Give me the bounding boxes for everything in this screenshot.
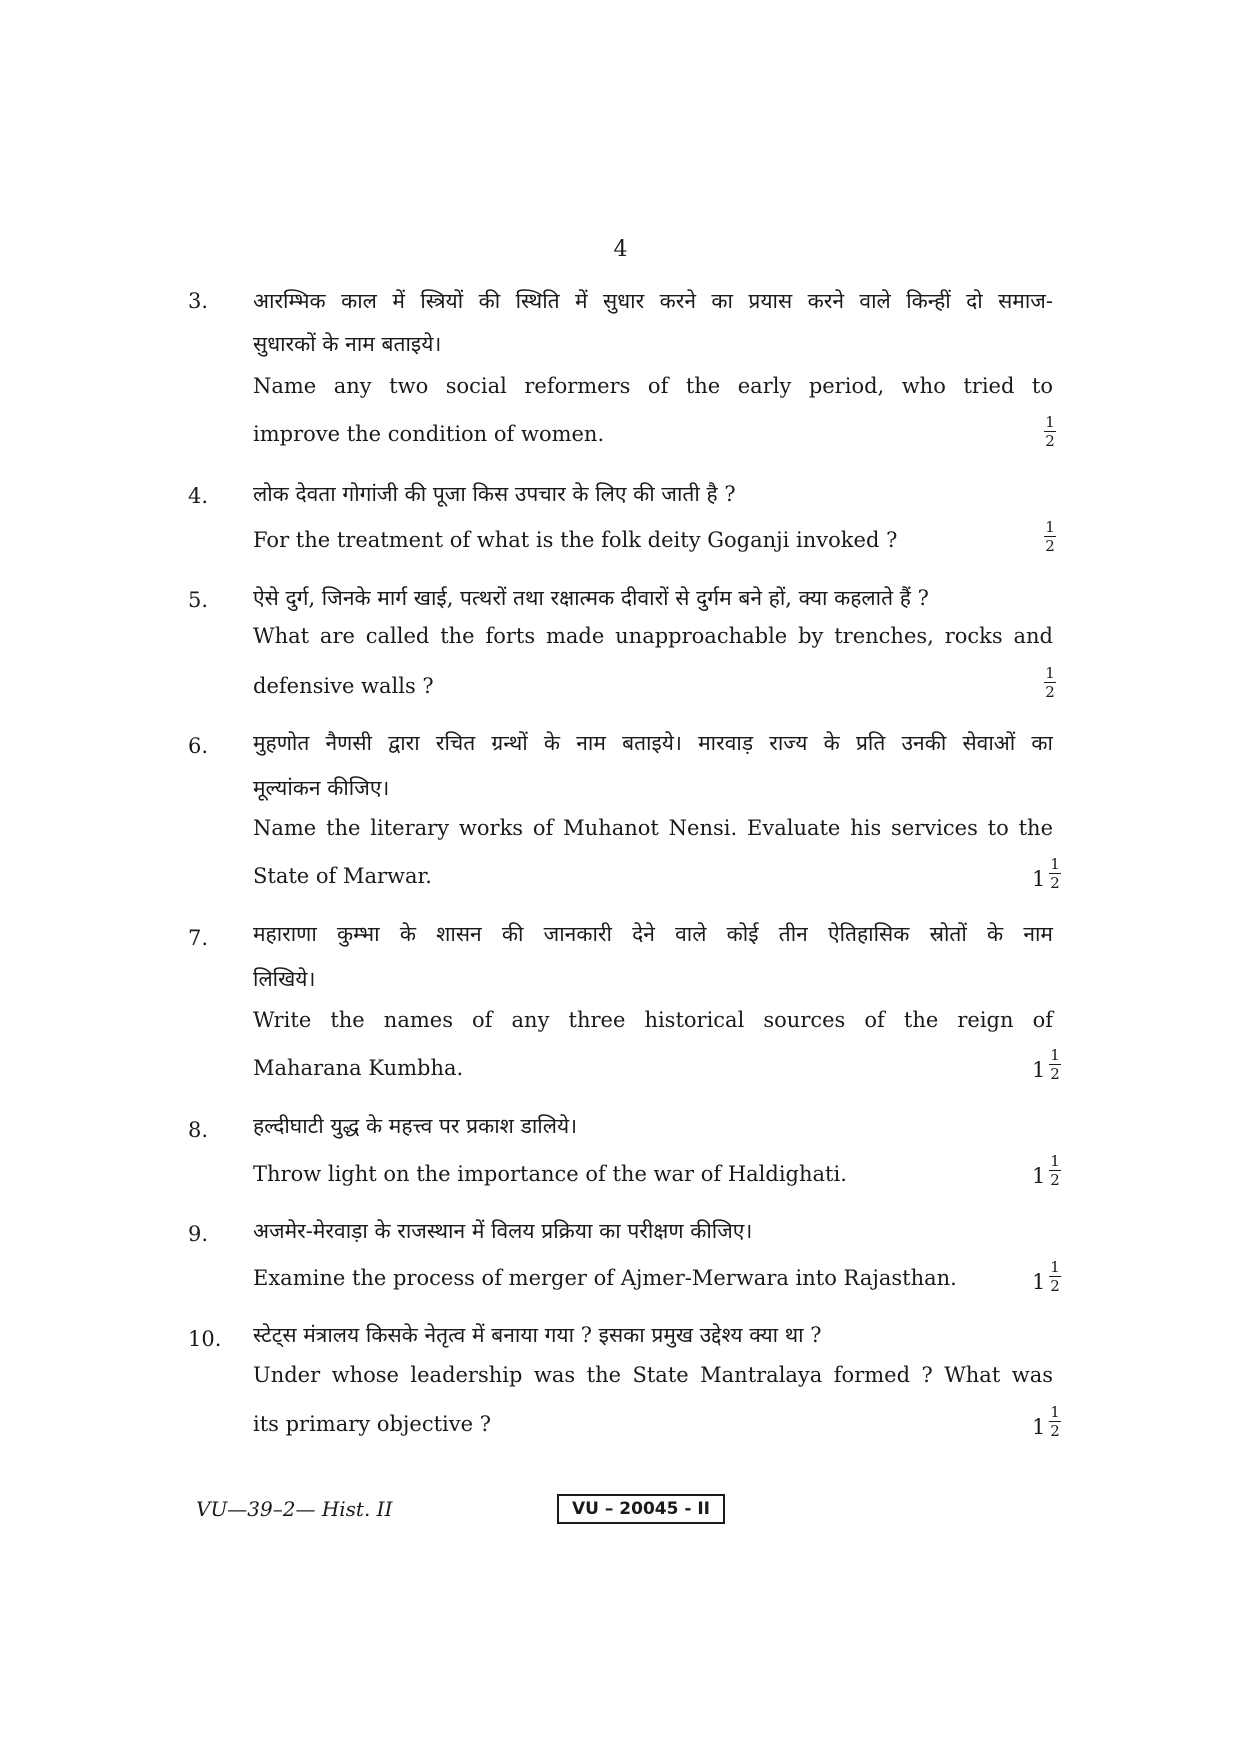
question-english-line: What are called the forts made unapproachable by trenches, rocks and bbox=[253, 624, 1053, 648]
marks-fraction: $\frac{1}{2}$ bbox=[1050, 855, 1060, 892]
question-english-line: Write the names of any three historical sources of the reign of bbox=[253, 1008, 1053, 1032]
marks-whole: 1 bbox=[1032, 1058, 1046, 1082]
question-english-line: Maharana Kumbha. bbox=[253, 1056, 464, 1080]
marks-fraction: $\frac{1}{2}$ bbox=[1045, 413, 1055, 450]
question-hindi-line: महाराणा कुम्भा के शासन की जानकारी देने वाले कोई तीन ऐतिहासिक स्रोतों के नाम bbox=[253, 922, 1053, 946]
question-english-line: Under whose leadership was the State Mantralaya formed ? What was bbox=[253, 1363, 1053, 1387]
question-english-line: improve the condition of women. bbox=[253, 422, 605, 446]
marks bbox=[1030, 1152, 1060, 1198]
question-number: 7. bbox=[188, 926, 209, 950]
question-hindi-line: हल्दीघाटी युद्ध के महत्त्व पर प्रकाश डालिये। bbox=[253, 1114, 578, 1138]
question-hindi-line: आरम्भिक काल में स्त्रियों की स्थिति में सुधार करने का प्रयास करने वाले किन्हीं दो समाज- bbox=[253, 289, 1053, 313]
marks-whole: 1 bbox=[1032, 867, 1046, 891]
marks-fraction: $\frac{1}{2}$ bbox=[1050, 1403, 1060, 1440]
question-hindi-line: मुहणोत नैणसी द्वारा रचित ग्रन्थों के नाम बताइये। मारवाड़ राज्य के प्रति उनकी सेवाओं का bbox=[253, 731, 1053, 755]
question-number: 3. bbox=[188, 289, 209, 313]
page-number: 4 bbox=[613, 237, 628, 262]
question-number: 9. bbox=[188, 1222, 209, 1246]
marks-fraction: $\frac{1}{2}$ bbox=[1050, 1258, 1060, 1295]
question-hindi-line: ऐसे दुर्ग, जिनके मार्ग खाई, पत्थरों तथा रक्षात्मक दीवारों से दुर्गम बने हों, क्या कहलाते हैं ? bbox=[253, 586, 929, 610]
marks-fraction: $\frac{1}{2}$ bbox=[1045, 518, 1055, 555]
question-english-line: defensive walls ? bbox=[253, 674, 434, 698]
marks-fraction: $\frac{1}{2}$ bbox=[1045, 664, 1055, 701]
marks bbox=[1030, 855, 1060, 901]
question-english-line: Throw light on the importance of the war of Haldighati. bbox=[253, 1162, 847, 1186]
marks-fraction: $\frac{1}{2}$ bbox=[1050, 1046, 1060, 1083]
question-english-line: Name the literary works of Muhanot Nensi. Evaluate his services to the bbox=[253, 816, 1053, 840]
question-english-line: Examine the process of merger of Ajmer-Merwara into Rajasthan. bbox=[253, 1266, 957, 1290]
footer-paper-code: VU—39–2— Hist. II bbox=[196, 1497, 393, 1521]
marks bbox=[1030, 1258, 1060, 1304]
footer-exam-code-box: VU – 20045 - II bbox=[557, 1494, 725, 1524]
marks-fraction: $\frac{1}{2}$ bbox=[1050, 1152, 1060, 1189]
marks bbox=[1030, 413, 1060, 459]
question-hindi-line: मूल्यांकन कीजिए। bbox=[253, 776, 390, 800]
question-english-line: Name any two social reformers of the early period, who tried to bbox=[253, 374, 1053, 398]
marks bbox=[1030, 1403, 1060, 1449]
question-hindi-line: अजमेर-मेरवाड़ा के राजस्थान में विलय प्रक्रिया का परीक्षण कीजिए। bbox=[253, 1219, 753, 1243]
marks bbox=[1030, 1046, 1060, 1092]
question-number: 4. bbox=[188, 484, 209, 508]
question-hindi-line: सुधारकों के नाम बताइये। bbox=[253, 332, 442, 356]
marks bbox=[1030, 664, 1060, 710]
question-english-line: For the treatment of what is the folk deity Goganji invoked ? bbox=[253, 528, 898, 552]
question-english-line: its primary objective ? bbox=[253, 1412, 491, 1436]
marks-whole: 1 bbox=[1032, 1164, 1046, 1188]
marks-whole: 1 bbox=[1032, 1415, 1046, 1439]
question-english-line: State of Marwar. bbox=[253, 864, 432, 888]
question-hindi-line: स्टेट्स मंत्रालय किसके नेतृत्व में बनाया गया ? इसका प्रमुख उद्देश्य क्या था ? bbox=[253, 1323, 822, 1347]
question-number: 5. bbox=[188, 588, 209, 612]
question-hindi-line: लिखिये। bbox=[253, 967, 316, 991]
question-number: 6. bbox=[188, 734, 209, 758]
question-hindi-line: लोक देवता गोगांजी की पूजा किस उपचार के लिए की जाती है ? bbox=[253, 482, 736, 506]
question-number: 8. bbox=[188, 1118, 209, 1142]
marks-whole: 1 bbox=[1032, 1270, 1046, 1294]
marks bbox=[1030, 518, 1060, 564]
question-number: 10. bbox=[188, 1327, 222, 1351]
